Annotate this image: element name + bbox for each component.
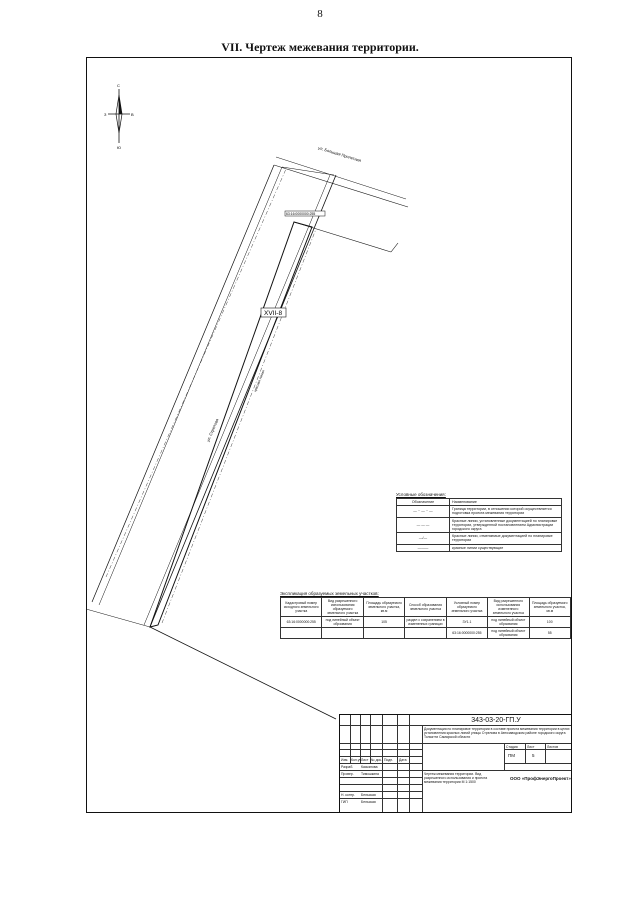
- role-norm-control: Н. контр.: [341, 793, 355, 797]
- sheets-label: Листов: [547, 745, 559, 749]
- name-developer: Касьянова: [361, 765, 378, 769]
- west-letter: З: [104, 112, 107, 117]
- parcel-header-cell: Условный номер образуемого земельного участка: [446, 598, 487, 617]
- table-cell: 100: [529, 617, 570, 628]
- street-top-label: ул. Большая Пролетная: [317, 145, 362, 163]
- title-block: [339, 714, 571, 812]
- table-cell: под линейный объект обрзования: [488, 628, 529, 639]
- legend-header-row: [397, 499, 562, 506]
- legend-table: [396, 498, 562, 552]
- col-qty: Кол.уч: [351, 758, 362, 762]
- legend-row: [397, 544, 562, 551]
- table-cell: под линейный объект обрзования: [488, 617, 529, 628]
- legend-symbol: — ·· — ·· —: [397, 506, 450, 517]
- site-plan-drawing: [86, 57, 572, 813]
- table-cell: раздел с сохранением в измененных границах: [406, 618, 445, 626]
- legend: [396, 492, 562, 552]
- parcel-header-row: [281, 598, 571, 617]
- document-code: 343-03-20-ГП.У: [471, 717, 521, 724]
- parcel-header-cell: Площадь образуемого земельного участка, кв.м: [363, 598, 404, 617]
- company-name: ООО «ПрофЭнергоПроект»: [510, 776, 571, 781]
- legend-text: Красные линии, установленные документацией по планировке территории, утвержденной постановлением Администрации городского округа: [450, 517, 562, 533]
- page-number: 8: [317, 8, 323, 20]
- legend-text: красные линии существующие: [450, 544, 562, 551]
- sheet-label: Лист: [527, 745, 535, 749]
- parcel-header-cell: Кадастровый номер исходного земельного участка: [281, 598, 322, 617]
- role-checker: Провер.: [341, 772, 354, 776]
- role-developer: Разраб.: [341, 765, 354, 769]
- north-arrow-icon: [104, 83, 134, 150]
- legend-header-symbol: Обозначение: [397, 499, 450, 506]
- table-cell: ЗУ1.1: [446, 617, 487, 628]
- table-cell: [281, 628, 322, 639]
- sheet-value: 5: [532, 753, 535, 758]
- legend-row: [397, 533, 562, 544]
- col-change: Изм.: [341, 758, 349, 762]
- table-cell: [405, 628, 446, 639]
- table-cell: [322, 628, 363, 639]
- north-letter: С: [117, 83, 120, 88]
- east-letter: В: [131, 112, 134, 117]
- name-norm-control: Бельская: [361, 793, 376, 797]
- table-cell: под линейный объект обрзования: [322, 617, 363, 628]
- section-title: VII. Чертеж межевания территории.: [221, 40, 419, 54]
- legend-text: Красные линии, отменяемые документацией по планировке территории: [450, 533, 562, 544]
- table-row: [281, 617, 571, 628]
- col-date: Дата: [399, 758, 407, 762]
- zone-label: XVII-8: [264, 310, 283, 317]
- legend-header-name: Наименование: [450, 499, 562, 506]
- legend-row: [397, 517, 562, 533]
- table-cell: 55: [529, 628, 570, 639]
- parcel-header-cell: Способ образования земельного участка: [405, 598, 446, 617]
- street-side-label: ул. Стрелова: [205, 417, 220, 443]
- stage-label: Стадия: [506, 745, 518, 749]
- parcel-header-cell: Площадь образуемого земельного участка, кв.м: [529, 598, 570, 617]
- legend-row: [397, 506, 562, 517]
- legend-symbol: —/—: [397, 533, 450, 544]
- parcel-table-title: Экспликация образуемых земельных участков:: [280, 591, 379, 596]
- table-cell: 63:16:0000000:255: [446, 628, 487, 639]
- table-cell: 105: [363, 617, 404, 628]
- red-line-label: красная линия: [253, 369, 266, 393]
- parcel-table: [280, 597, 571, 639]
- parcel-header-cell: Вид разрешенного использования измененного земельного участка: [488, 598, 529, 617]
- legend-title: Условные обозначения:: [396, 492, 446, 497]
- table-row: [281, 628, 571, 639]
- legend-text: Граница территории, в отношении которой осуществляется подготовка проекта межевания территории: [450, 506, 562, 517]
- role-chief-engineer: ГИП: [341, 800, 348, 804]
- parcel-label: 63:16:0000000:255: [286, 212, 316, 216]
- stage-value: ПМ: [508, 753, 515, 758]
- col-doc: № док.: [371, 758, 382, 762]
- col-sheet: Лист: [361, 758, 369, 762]
- document-description: Документация по планировке территории в составе проекта межевания территории в целях установления красных линий улицы Стрелова в Автозаводском районе городского округа Тольятти Самарской области: [424, 727, 570, 739]
- name-checker: Тимошкина: [361, 772, 379, 776]
- legend-symbol: — — —: [397, 517, 450, 533]
- sheet-title: Чертеж межевания территории. Вид разрешенного использования и проекта межевания территории М 1:1500: [424, 772, 488, 784]
- parcel-header-cell: Вид разрешенного использования образуемого земельного участка: [322, 598, 363, 617]
- legend-symbol: ———: [397, 544, 450, 551]
- table-cell: 63:16:0000000:255: [281, 617, 322, 628]
- parcel-explication: [280, 591, 571, 639]
- col-sign: Подп.: [384, 758, 394, 762]
- table-cell: [363, 628, 404, 639]
- south-letter: Ю: [117, 145, 122, 150]
- name-chief-engineer: Бельская: [361, 800, 376, 804]
